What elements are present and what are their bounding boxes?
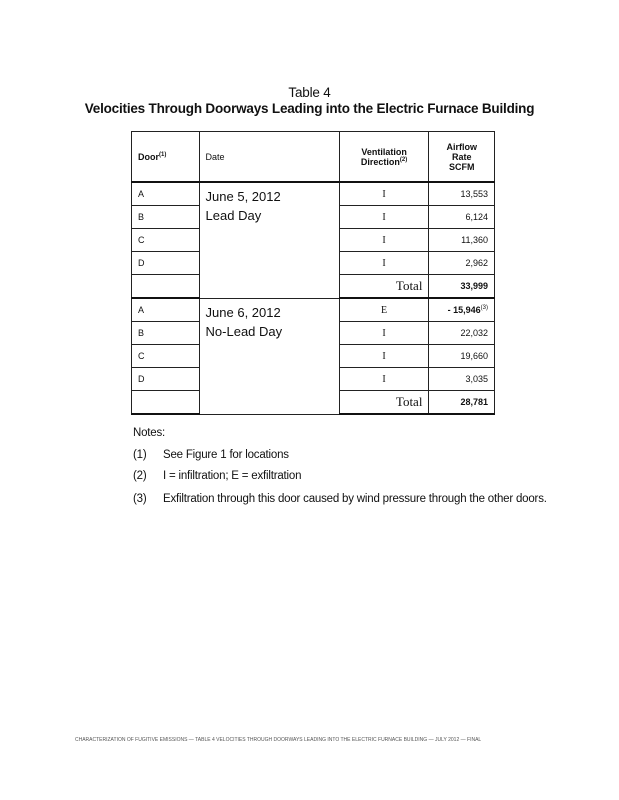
airflow-table	[131, 131, 495, 415]
door-cell: B	[132, 206, 200, 229]
header-door-sup: (1)	[159, 151, 167, 158]
rate-cell: 2,962	[429, 252, 495, 275]
door-cell-empty	[132, 275, 200, 299]
header-direction-sup: (2)	[399, 156, 408, 163]
date-cell	[199, 298, 339, 414]
day-type: Lead Day	[205, 208, 262, 223]
note-number: (2)	[133, 470, 147, 482]
direction-cell: I	[339, 252, 429, 275]
note-number: (1)	[133, 449, 147, 461]
direction-cell: I	[339, 182, 429, 206]
total-value: 28,781	[429, 391, 495, 415]
door-cell: C	[132, 345, 200, 368]
rate-note-sup: (3)	[480, 305, 488, 311]
direction-cell: E	[339, 298, 429, 322]
note-text: Exfiltration through this door caused by wind pressure through the other doors.	[163, 493, 547, 505]
direction-cell: I	[339, 229, 429, 252]
rate-cell: 11,360	[429, 229, 495, 252]
note-text: I = infiltration; E = exfiltration	[163, 470, 302, 482]
header-door	[132, 132, 200, 183]
direction-cell: I	[339, 368, 429, 391]
door-cell: D	[132, 368, 200, 391]
note-number: (3)	[133, 493, 147, 505]
date-value: June 6, 2012	[205, 304, 281, 320]
note-item	[133, 470, 301, 482]
header-rate-line3: SCFM	[448, 161, 475, 172]
header-direction-line1: Ventilation	[361, 146, 407, 157]
day-type: No-Lead Day	[205, 323, 283, 339]
date-cell	[199, 182, 339, 298]
rate-value: - 15,946	[447, 305, 481, 315]
rate-cell: 13,553	[429, 182, 495, 206]
note-text: See Figure 1 for locations	[163, 449, 289, 461]
header-door-label: Door	[138, 151, 159, 162]
notes-heading: Notes:	[133, 427, 166, 439]
header-date: Date	[199, 132, 339, 183]
note-item	[133, 493, 547, 505]
rate-cell	[429, 298, 495, 322]
header-rate-line1: Airflow	[446, 141, 477, 152]
door-cell: D	[132, 252, 200, 275]
door-cell-empty	[132, 391, 200, 415]
header-direction-line2: Direction	[360, 156, 400, 167]
rate-cell: 19,660	[429, 345, 495, 368]
total-label: Total	[339, 391, 429, 415]
table-title: Velocities Through Doorways Leading into the Electric Furnace Building	[84, 101, 535, 116]
rate-cell: 6,124	[429, 206, 495, 229]
date-value: June 5, 2012	[205, 189, 281, 204]
door-cell: A	[132, 182, 200, 206]
table-number: Table 4	[288, 85, 331, 100]
table-row	[132, 182, 495, 206]
direction-cell: I	[339, 345, 429, 368]
direction-cell: I	[339, 322, 429, 345]
header-row	[132, 132, 495, 183]
page-footer: CHARACTERIZATION OF FUGITIVE EMISSIONS — TABLE 4 VELOCITIES THROUGH DOORWAYS LEADING INTO THE ELECTRIC FURNACE BUILDING — JULY 2012 — FINAL	[75, 737, 482, 743]
header-rate-line2: Rate	[451, 151, 472, 162]
rate-cell: 3,035	[429, 368, 495, 391]
door-cell: A	[132, 298, 200, 322]
door-cell: B	[132, 322, 200, 345]
total-label: Total	[339, 275, 429, 299]
header-rate	[429, 132, 495, 183]
note-item	[133, 449, 289, 461]
header-direction	[339, 132, 429, 183]
direction-cell: I	[339, 206, 429, 229]
door-cell: C	[132, 229, 200, 252]
total-value: 33,999	[429, 275, 495, 299]
rate-cell: 22,032	[429, 322, 495, 345]
table-row	[132, 298, 495, 322]
